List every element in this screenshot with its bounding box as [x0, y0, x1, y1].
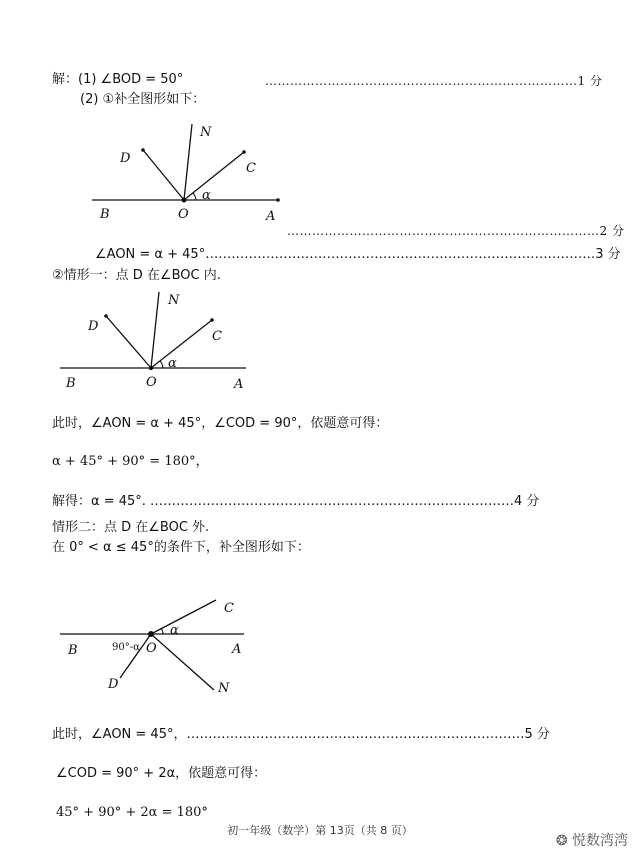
fig3-label-N: N: [218, 681, 230, 696]
case-2-cod: ∠COD = 90° + 2α，依题意可得：: [56, 766, 267, 781]
fig2-label-B: B: [66, 376, 76, 391]
watermark: ❂ 悦数湾湾: [555, 833, 628, 849]
fig2-label-D: D: [88, 319, 99, 334]
fig2-label-C: C: [212, 329, 222, 344]
fig3-label-angle90: 90°-α: [112, 642, 140, 653]
fig3-ray-OC: [151, 600, 216, 634]
fig1-label-C: C: [246, 161, 256, 176]
fig1-label-N: N: [200, 125, 212, 140]
fig3-point-O: [148, 631, 154, 637]
answer-line-1: 解：(1) ∠BOD = 50°: [52, 72, 184, 87]
fig2-label-O: O: [146, 375, 157, 390]
answer-line-aon: ∠AON = α + 45°………………………………………………………………………………3 分: [95, 247, 621, 262]
case-1-heading: ②情形一：点 D 在∠BOC 内.: [52, 268, 221, 283]
case-1-condition: 此时，∠AON = α + 45°，∠COD = 90°，依题意可得：: [52, 416, 389, 431]
fig3-label-D: D: [108, 677, 119, 692]
score-dots-2: …………………………………………………………………2 分: [287, 224, 625, 238]
case-2-heading: 情形二：点 D 在∠BOC 外.: [52, 520, 210, 535]
fig1-label-D: D: [120, 151, 131, 166]
fig2-label-N: N: [168, 293, 180, 308]
fig3-label-A: A: [232, 642, 242, 657]
fig2-label-alpha: α: [168, 356, 177, 371]
fig3-angle-arc: [161, 628, 163, 634]
fig3-ray-ON: [151, 634, 214, 690]
fig3-label-B: B: [68, 643, 78, 658]
wechat-icon: ❂: [555, 833, 568, 849]
fig1-label-O: O: [178, 207, 189, 222]
fig1-label-B: B: [100, 207, 110, 222]
case-1-solution: 解得：α = 45°. …………………………………………………………………………4 分: [52, 494, 540, 509]
answer-line-2: (2) ①补全图形如下：: [80, 92, 206, 107]
fig1-label-alpha: α: [202, 188, 211, 203]
case-1-equation: α + 45° + 90° = 180°，: [52, 454, 209, 469]
fig2-label-A: A: [234, 377, 244, 392]
case-2-aon: 此时，∠AON = 45°，……………………………………………………………………5 分: [52, 727, 550, 742]
case-2-condition: 在 0° < α ≤ 45°的条件下，补全图形如下：: [52, 540, 310, 555]
page-footer: 初一年级（数学）第 13页（共 8 页）: [227, 824, 413, 837]
fig3-label-alpha: α: [170, 623, 179, 638]
case-2-equation: 45° + 90° + 2α = 180°: [56, 805, 208, 820]
fig1-label-A: A: [266, 209, 276, 224]
fig3-label-O: O: [146, 641, 157, 656]
score-dots-1: …………………………………………………………………1 分: [265, 74, 603, 88]
fig3-label-C: C: [224, 601, 234, 616]
